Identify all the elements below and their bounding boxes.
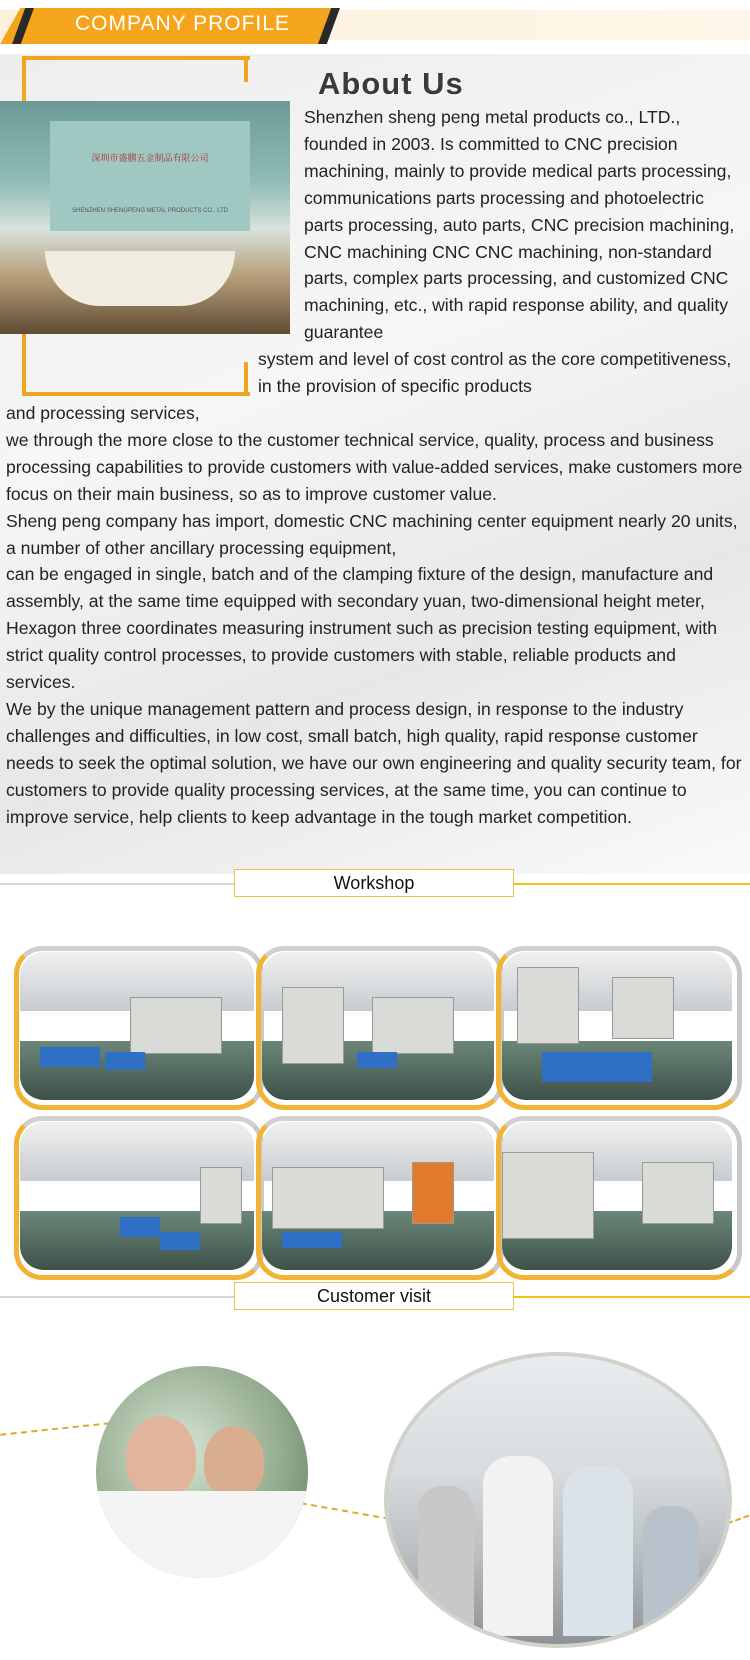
workshop-photo-image bbox=[502, 1122, 732, 1270]
visitor-figure bbox=[204, 1426, 264, 1496]
workshop-photo-image bbox=[502, 952, 732, 1100]
workshop-photo-image bbox=[262, 1122, 494, 1270]
workshop-divider-right bbox=[512, 883, 750, 885]
visit-divider-left bbox=[0, 1296, 234, 1298]
reception-sign-en: SHENZHEN SHENGPENG METAL PRODUCTS CO., LTD bbox=[72, 208, 228, 214]
visitor-figure bbox=[126, 1416, 196, 1496]
about-image-frame-top bbox=[244, 56, 248, 82]
visit-dash-middle bbox=[301, 1502, 390, 1520]
about-text-line: we through the more close to the customer technical service, quality, process and business processing capabilities to provide customers with value-added services, make customers more focus on their main business, so as to improve customer value. bbox=[6, 429, 743, 504]
visitor-figure bbox=[643, 1506, 699, 1636]
visit-divider-right bbox=[512, 1296, 750, 1298]
workshop-heading: Workshop bbox=[234, 869, 514, 897]
reception-desk bbox=[45, 251, 235, 306]
workshop-photo-image bbox=[20, 952, 254, 1100]
about-text-line: can be engaged in single, batch and of the clamping fixture of the design, manufacture and assembly, at the same time equipped with secondary yuan, two-dimensional height meter, Hexagon three coordinates measuring instrument such as precision testing equipment, with strict quality control processes, to provide customers with stable, reliable products and services. bbox=[6, 564, 717, 693]
visitor-figure bbox=[563, 1466, 633, 1636]
about-title: About Us bbox=[318, 66, 464, 101]
visit-heading: Customer visit bbox=[234, 1282, 514, 1310]
about-text-line: Sheng peng company has import, domestic CNC machining center equipment nearly 20 units, a number of other ancillary processing equipment, bbox=[6, 510, 738, 558]
visit-dash-left bbox=[0, 1422, 110, 1435]
about-image-frame-bottom bbox=[244, 362, 248, 392]
visit-photo-2 bbox=[384, 1352, 732, 1648]
page-title: COMPANY PROFILE bbox=[75, 12, 290, 35]
about-paragraph-3 bbox=[6, 400, 746, 831]
workshop-photo-image bbox=[20, 1122, 254, 1270]
about-paragraph-2: system and level of cost control as the core competitiveness, in the provision of specific products bbox=[258, 349, 732, 396]
workshop-photo-image bbox=[262, 952, 494, 1100]
workshop-divider-left bbox=[0, 883, 234, 885]
about-text-line: and processing services, bbox=[6, 403, 200, 423]
about-paragraph-1: Shenzhen sheng peng metal products co., LTD., founded in 2003. Is committed to CNC precision machining, mainly to provide medical parts processing, communications parts processing and photoelectric parts processing, auto parts, CNC precision machining, CNC machining CNC CNC machining, non-standard parts, complex parts processing, and customized CNC machining, etc., with rapid response ability, and quality guarantee bbox=[304, 107, 735, 343]
reception-sign-cn: 深圳市盛鹏五金制品有限公司 bbox=[91, 153, 209, 163]
visit-photo-1 bbox=[96, 1366, 308, 1578]
visitor-figure bbox=[483, 1456, 553, 1636]
visitor-figure bbox=[418, 1486, 474, 1636]
reception-photo bbox=[0, 101, 290, 334]
about-text-line: We by the unique management pattern and process design, in response to the industry challenges and difficulties, in low cost, small batch, high quality, rapid response customer needs to seek the optimal solution, we have our own engineering and quality security team, for customers to provide quality processing services, at the same time, you can continue to improve service, help clients to keep advantage in the tough market competition. bbox=[6, 698, 742, 827]
visitor-shirt bbox=[96, 1491, 308, 1578]
reception-sign bbox=[60, 151, 240, 214]
